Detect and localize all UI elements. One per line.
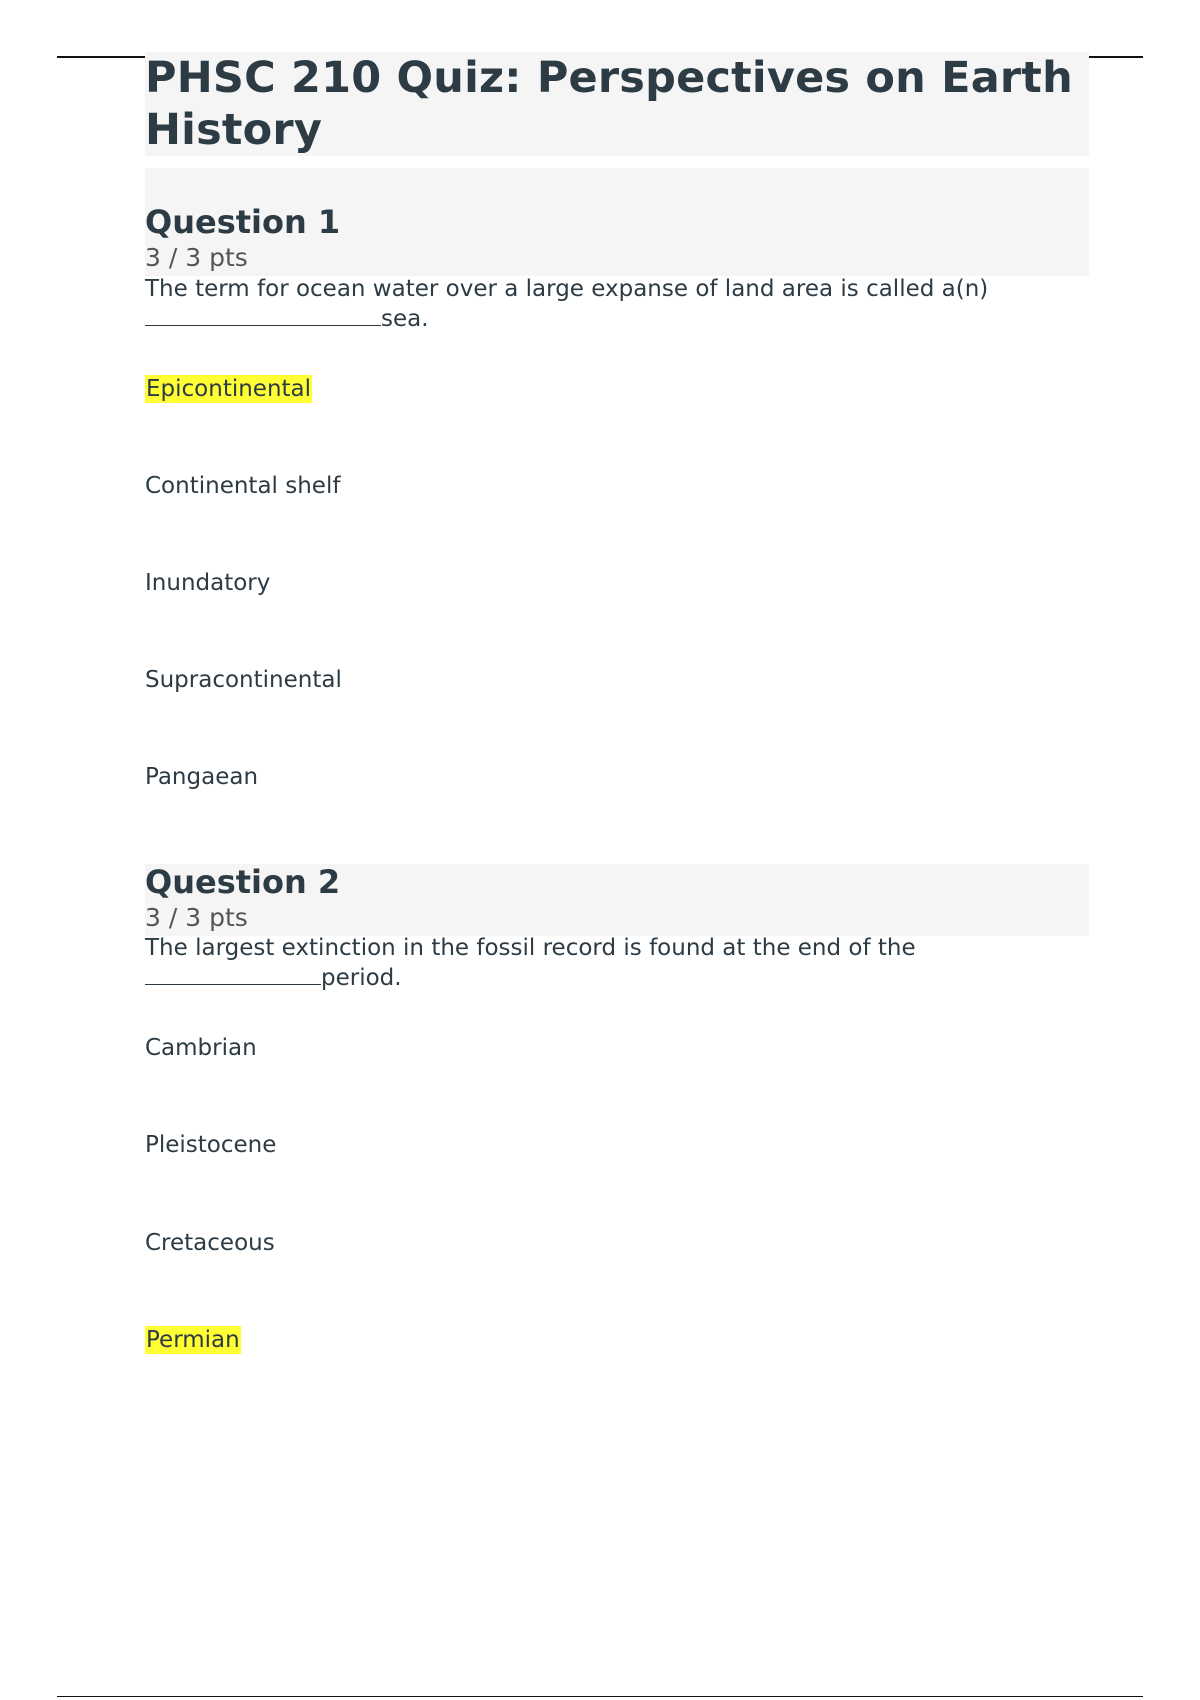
answer-pangaean[interactable]: Pangaean xyxy=(145,764,259,790)
answer-supracontinental[interactable]: Supracontinental xyxy=(145,667,342,693)
question-2-blank xyxy=(145,962,321,985)
page-title: PHSC 210 Quiz: Perspectives on Earth History xyxy=(145,52,1089,156)
question-1-title: Question 1 xyxy=(145,203,341,241)
bottom-rule xyxy=(57,1696,1143,1697)
answer-cambrian[interactable]: Cambrian xyxy=(145,1035,257,1061)
answer-pleistocene[interactable]: Pleistocene xyxy=(145,1132,277,1158)
answer-permian[interactable]: Permian xyxy=(146,1327,240,1353)
question-1-text-before: The term for ocean water over a large expanse of land area is called a(n) xyxy=(145,276,989,302)
question-1-blank xyxy=(145,303,381,326)
question-2-header xyxy=(145,864,1089,936)
question-1-text xyxy=(145,276,1089,333)
question-2-points: 3 / 3 pts xyxy=(145,903,248,932)
answer-epicontinental[interactable]: Epicontinental xyxy=(146,376,312,402)
question-1-text-after: sea. xyxy=(381,306,429,332)
question-2-title: Question 2 xyxy=(145,863,341,901)
question-1-points: 3 / 3 pts xyxy=(145,243,248,272)
answer-inundatory[interactable]: Inundatory xyxy=(145,570,271,596)
question-2-text-before: The largest extinction in the fossil record is found at the end of the xyxy=(145,935,916,961)
question-2-text-after: period. xyxy=(321,965,402,991)
top-rule-left xyxy=(57,56,145,58)
answer-continental-shelf[interactable]: Continental shelf xyxy=(145,473,341,499)
answer-cretaceous[interactable]: Cretaceous xyxy=(145,1230,275,1256)
question-1-header xyxy=(145,168,1089,276)
question-2-text xyxy=(145,935,1089,992)
